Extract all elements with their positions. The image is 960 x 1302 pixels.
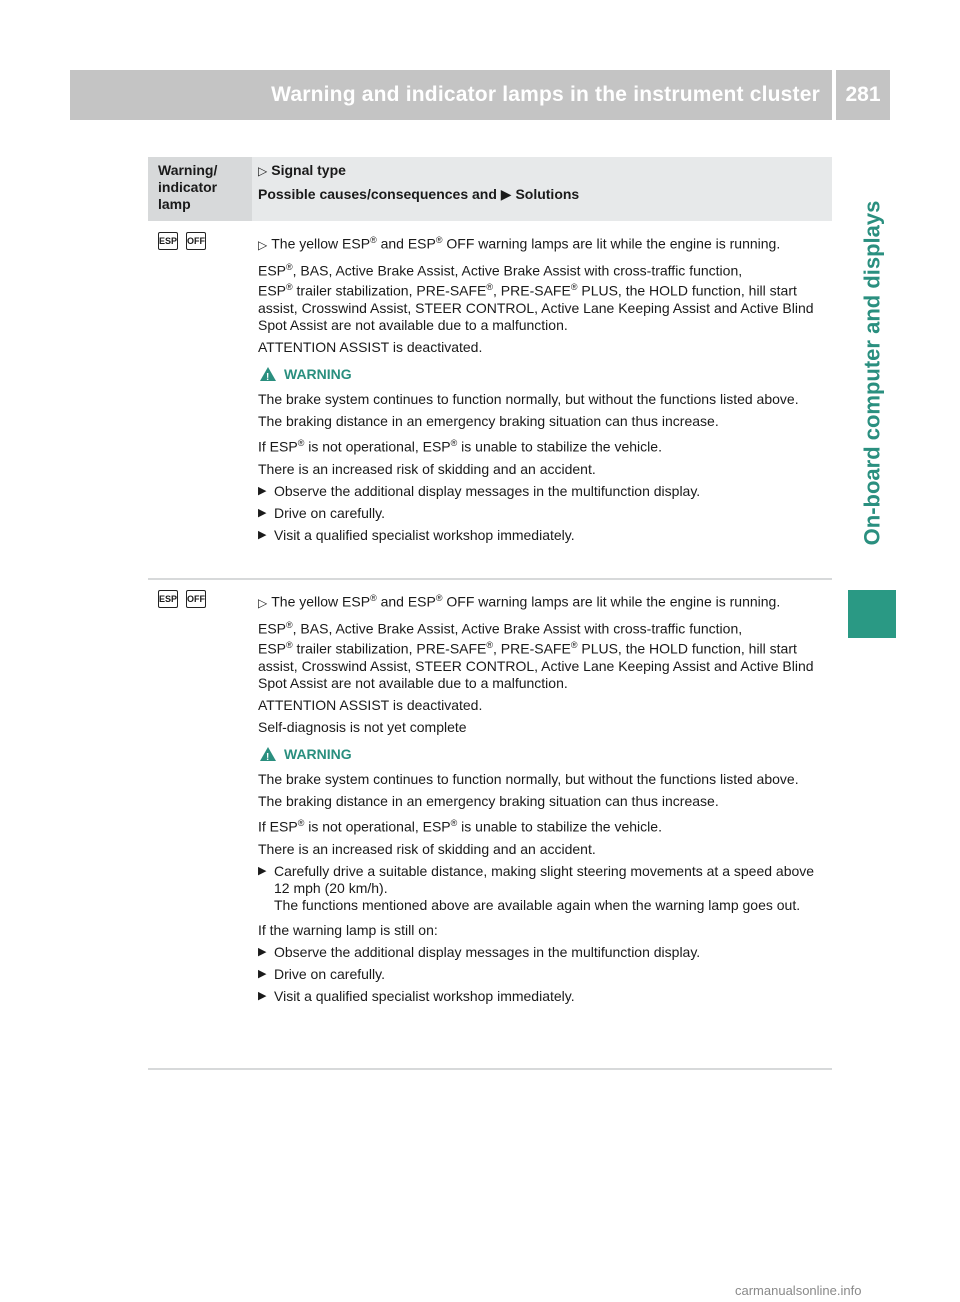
warning-text-2: The braking distance in an emergency braking situation can thus increase.	[258, 412, 719, 429]
solution-step: ▶ Drive on carefully.	[258, 966, 830, 983]
solution-step: ▶ Observe the additional display messages in the multifunction display.	[258, 944, 830, 961]
cause-text: ESP®, BAS, Active Brake Assist, Active Brake Assist with cross-traffic function, ESP® trailer stabilization, PRE-SAFE®, PRE-SAFE® PLUS, the HOLD function, hill start assist, Crosswind Assist, STEER CONTROL, Active Lane Keeping Assist and Active Blind Spot Assist are not available due to a malfunction.	[258, 619, 814, 691]
esp-warning-lamp-icon: ESP	[158, 590, 178, 608]
solution-step: ▶ Visit a qualified specialist workshop immediately.	[258, 527, 830, 544]
lamp-icons	[158, 232, 206, 250]
row-divider	[148, 1068, 832, 1070]
causes-label: Possible causes/consequences and	[258, 186, 501, 202]
warning-text-4: There is an increased risk of skidding and an accident.	[258, 460, 596, 477]
column-lamp-line2: indicator	[158, 179, 218, 195]
footer-watermark: carmanualsonline.info	[735, 1283, 862, 1298]
section-tab[interactable]	[848, 128, 896, 618]
header-title: Warning and indicator lamps in the instrument cluster	[70, 70, 832, 120]
warning-triangle-icon	[260, 747, 276, 761]
cause-text: ESP®, BAS, Active Brake Assist, Active Brake Assist with cross-traffic function, ESP® trailer stabilization, PRE-SAFE®, PRE-SAFE® PLUS, the HOLD function, hill start assist, Crosswind Assist, STEER CONTROL, Active Lane Keeping Assist and Active Blind Spot Assist are not available due to a malfunction.	[258, 261, 814, 333]
warning-triangle-icon	[260, 367, 276, 381]
esp-off-warning-lamp-icon: OFF	[186, 232, 206, 250]
warning-text-3: If ESP® is not operational, ESP® is unable to stabilize the vehicle.	[258, 437, 662, 455]
section-marker	[848, 590, 896, 638]
consequence-text-2: Self-diagnosis is not yet complete	[258, 718, 467, 735]
column-lamp-header	[148, 157, 252, 221]
solution-step: ▶ Carefully drive a suitable distance, making slight steering movements at a speed above 12 mph (20 km/h). The functions mentioned above are available again when the warning lamp goes out.	[258, 863, 830, 914]
warning-text-1: The brake system continues to function normally, but without the functions listed above.	[258, 770, 799, 787]
solution-step: ▶ Drive on carefully.	[258, 505, 830, 522]
warning-text-2: The braking distance in an emergency braking situation can thus increase.	[258, 792, 719, 809]
warning-text-4: There is an increased risk of skidding and an accident.	[258, 840, 596, 857]
solutions-label: Solutions	[515, 186, 580, 202]
column-signal-header	[258, 162, 579, 209]
solutions-arrow-icon: ▶	[500, 186, 516, 202]
row-divider	[148, 578, 832, 580]
condition-text: If the warning lamp is still on:	[258, 921, 438, 938]
warning-text-1: The brake system continues to function normally, but without the functions listed above.	[258, 390, 799, 407]
causes-solutions-label	[258, 186, 579, 203]
warning-heading: ! WARNING	[258, 366, 830, 383]
solution-step: ▶ Visit a qualified specialist workshop immediately.	[258, 988, 830, 1005]
signal-text: ▷ The yellow ESP® and ESP® OFF warning lamps are lit while the engine is running.	[258, 232, 830, 254]
section-tab-label: On-board computer and displays	[859, 200, 884, 546]
warning-heading: ! WARNING	[258, 746, 830, 763]
esp-off-warning-lamp-icon: OFF	[186, 590, 206, 608]
page-number: 281	[836, 70, 890, 120]
table-header	[148, 157, 832, 221]
consequence-text: ATTENTION ASSIST is deactivated.	[258, 338, 483, 355]
esp-warning-lamp-icon: ESP	[158, 232, 178, 250]
signal-text: ▷ The yellow ESP® and ESP® OFF warning lamps are lit while the engine is running.	[258, 590, 830, 612]
column-lamp-line1: Warning/	[158, 162, 218, 178]
warning-text-3: If ESP® is not operational, ESP® is unable to stabilize the vehicle.	[258, 817, 662, 835]
lamp-icons	[158, 590, 206, 608]
signal-type-label: ▷ Signal type	[258, 162, 579, 180]
consequence-text: ATTENTION ASSIST is deactivated.	[258, 696, 483, 713]
solution-step: ▶ Observe the additional display messages in the multifunction display.	[258, 483, 830, 500]
column-lamp-line3: lamp	[158, 196, 191, 212]
